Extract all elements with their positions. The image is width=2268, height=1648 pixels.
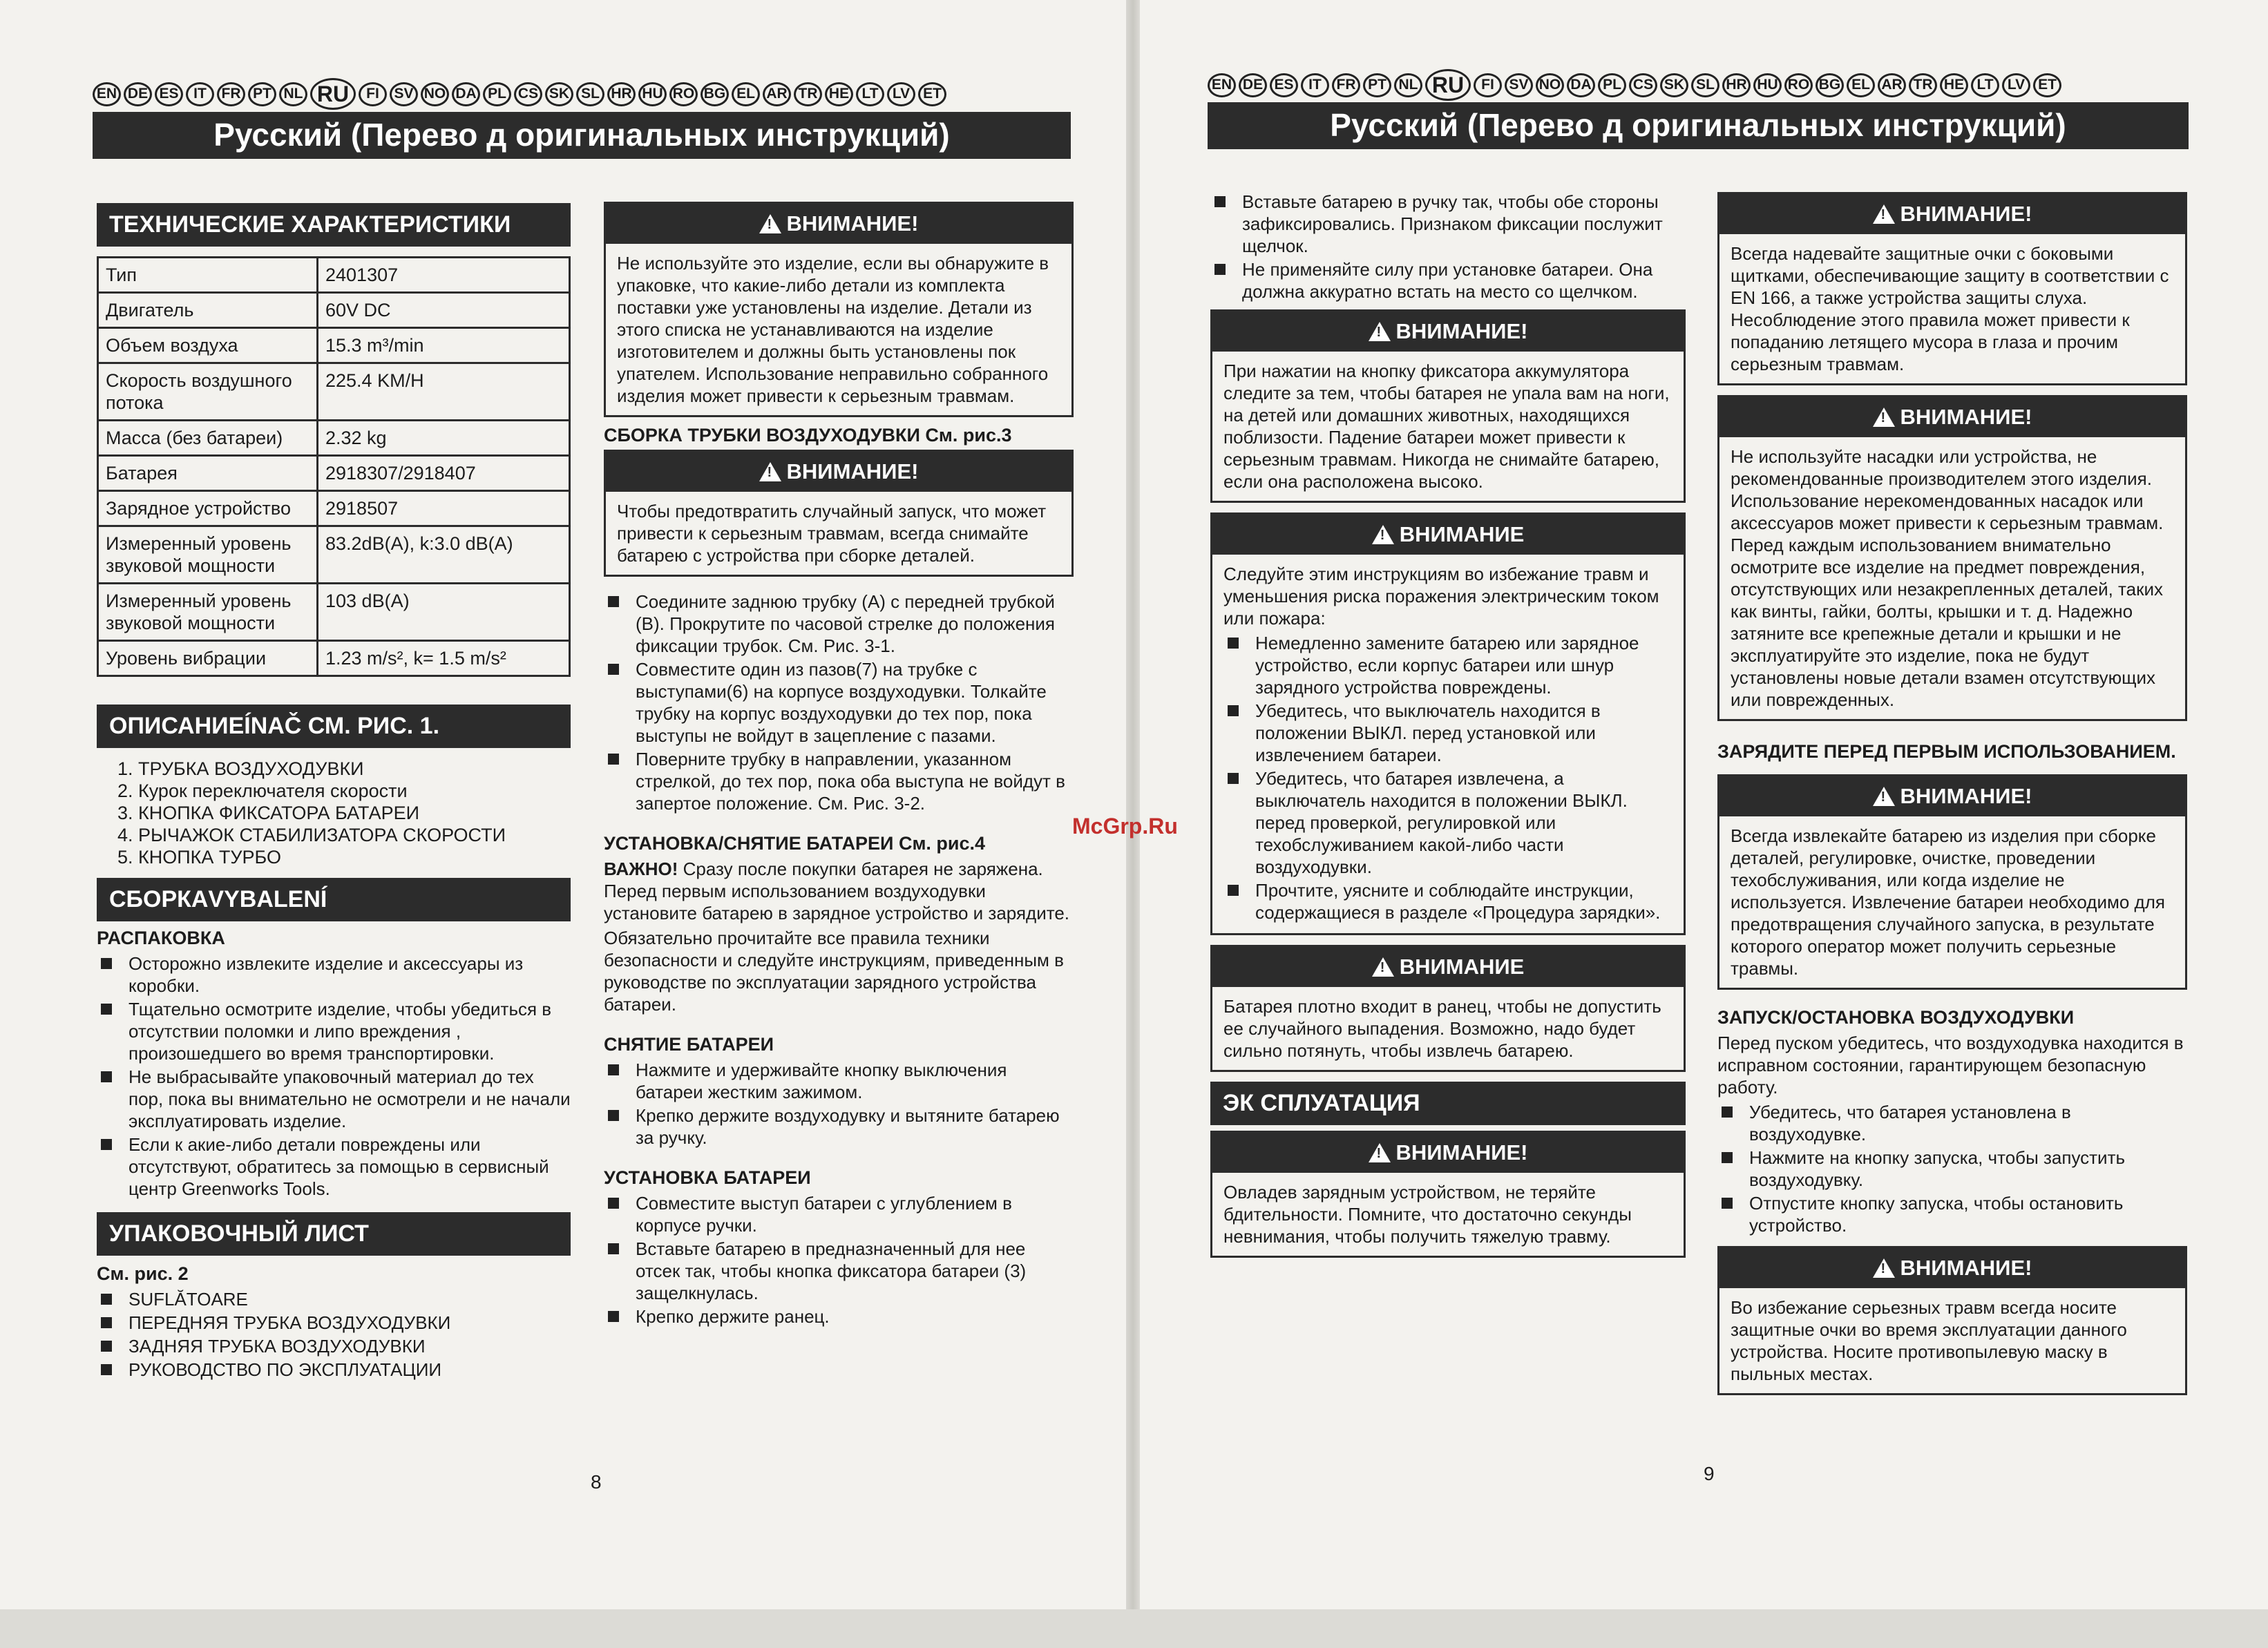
packing-item: ЗАДНЯЯ ТРУБКА ВОЗДУХОДУВКИ xyxy=(97,1335,571,1357)
language-badge-sv: SV xyxy=(1505,73,1533,97)
warning-text: Не используйте это изделие, если вы обнаружите в упаковке, что какие-либо детали из комплекта поставки уже установлены на изделие. Детали из этого списка не устанавливаются на изделие изготовителем и должны быть установлены пок упателем. Использование неправильно собранного изделия может привести к серьезным травмам. xyxy=(617,253,1049,406)
book-gutter xyxy=(1126,0,1140,1609)
language-badge-fr: FR xyxy=(1332,73,1360,97)
warning-text: Не используйте насадки или устройства, не рекомендованные производителем этого изделия. Использование нерекомендованных насадок или аксессуаров может привести к серьезным травмам. Перед каждым использованием внимательно осмотрите все изделие на предмет повреждения, отсутствующих или незакрепленных деталей, таких как винты, гайки, болты, крышки и т. д. Надежно затяните все крепежные детали и крышки и не эксплуатируйте это изделие, пока не будут установлены новые детали взамен отсутствующих или поврежденных. xyxy=(1731,446,2164,710)
packing-item: SUFLĂTOARE xyxy=(97,1288,571,1310)
warning-triangle-icon xyxy=(1372,957,1394,977)
operation-heading: ЭК СПЛУАТАЦИЯ xyxy=(1210,1082,1686,1125)
language-badge-el: EL xyxy=(1847,73,1875,97)
spec-value: 2918307/2918407 xyxy=(318,456,570,491)
language-badge-pt: PT xyxy=(248,82,276,106)
page-title-left: Русский (Перево д оригинальных инструкций) xyxy=(93,112,1071,159)
spec-key: Измеренный уровень звуковой мощности xyxy=(98,526,318,584)
assembly-heading: СБОРКАVYBALENÍ xyxy=(97,878,571,921)
description-item: 4. РЫЧАЖОК СТАБИЛИЗАТОРА СКОРОСТИ xyxy=(138,824,571,846)
language-badge-sk: SK xyxy=(545,82,573,106)
list-item: Соедините заднюю трубку (А) с передней трубкой (В). Прокрутите по часовой стрелке до положения фиксации трубок. См. Рис. 3-1. xyxy=(604,591,1074,657)
language-badge-lv: LV xyxy=(2002,73,2030,97)
spec-row xyxy=(98,258,570,293)
language-badge-it: IT xyxy=(186,82,214,106)
start-stop-heading: ЗАПУСК/ОСТАНОВКА ВОЗДУХОДУВКИ xyxy=(1717,1007,2075,1028)
language-badge-de: DE xyxy=(124,82,152,106)
spec-value: 2918507 xyxy=(318,491,570,526)
list-item: Не применяйте силу при установке батареи. Она должна аккуратно встать на место со щелчком. xyxy=(1210,258,1686,303)
warning-triangle-icon xyxy=(1369,322,1391,341)
spec-value: 15.3 m³/min xyxy=(318,328,570,363)
page-number-right: 9 xyxy=(1704,1463,1715,1484)
warning-text: Всегда надевайте защитные очки с боковыми щитками, обеспечивающие защиту в соответствии с EN 166, а также устройства защиты слуха. Несоблюдение этого правила может привести к попаданию летящего мусора в глаза и прочим серьезным травмам. xyxy=(1731,243,2169,374)
important-label: ВАЖНО! xyxy=(604,859,678,879)
description-item: 2. Курок переключателя скорости xyxy=(138,780,571,802)
language-badge-el: EL xyxy=(732,82,760,106)
description-item: 1. ТРУБКА ВОЗДУХОДУВКИ xyxy=(138,758,571,780)
warning-box-battery-drop xyxy=(1210,309,1686,503)
scan-background xyxy=(0,1609,2268,1648)
spec-row xyxy=(98,641,570,676)
language-badge-ro: RO xyxy=(1784,73,1813,97)
warning-box-remove-battery xyxy=(1717,774,2187,990)
packing-item: ПЕРЕДНЯЯ ТРУБКА ВОЗДУХОДУВКИ xyxy=(97,1312,571,1334)
warning-box-battery-fit xyxy=(1210,945,1686,1072)
packing-fig-ref: См. рис. 2 xyxy=(97,1263,189,1284)
language-badge-tr: TR xyxy=(1909,73,1937,97)
language-badge-no: NO xyxy=(421,82,449,106)
warning-triangle-icon xyxy=(759,214,781,233)
warning-title: ВНИМАНИЕ xyxy=(1399,955,1525,979)
spec-value: 2401307 xyxy=(318,258,570,293)
warning-box-assembled-parts xyxy=(604,202,1074,417)
important-text: Сразу после покупки батарея не заряжена. Перед первым использованием воздуходувки установите батарею в зарядное устройство и зарядите. xyxy=(604,859,1070,923)
spec-row xyxy=(98,421,570,456)
description-item: 3. КНОПКА ФИКСАТОРА БАТАРЕИ xyxy=(138,802,571,824)
battery-safety-text: Обязательно прочитайте все правила техники безопасности и следуйте инструкциям, приведенным в руководстве по эксплуатации зарядного устройства батареи. xyxy=(604,928,1064,1015)
description-item: 5. КНОПКА ТУРБО xyxy=(138,846,571,868)
language-badge-hu: HU xyxy=(638,82,667,106)
packing-item: РУКОВОДСТВО ПО ЭКСПЛУАТАЦИИ xyxy=(97,1359,571,1381)
language-badge-ro: RO xyxy=(669,82,698,106)
language-badge-es: ES xyxy=(155,82,183,106)
spec-value: 225.4 KM/H xyxy=(318,363,570,421)
language-strip-right xyxy=(1208,69,2061,101)
language-badge-he: HE xyxy=(825,82,853,106)
warning-triangle-icon xyxy=(1873,1258,1895,1278)
language-badge-et: ET xyxy=(918,82,946,106)
language-badge-ar: AR xyxy=(1878,73,1906,97)
right-column-2 xyxy=(1717,192,2187,1402)
language-badge-lt: LT xyxy=(856,82,884,106)
spec-value: 83.2dB(A), k:3.0 dB(A) xyxy=(318,526,570,584)
language-badge-pl: PL xyxy=(1598,73,1626,97)
left-column-1 xyxy=(97,203,571,1385)
warning-text: Чтобы предотвратить случайный запуск, что может привести к серьезным травмам, всегда снимайте батарею с устройства при сборке деталей. xyxy=(617,501,1047,566)
language-badge-nl: NL xyxy=(279,82,307,106)
language-badge-et: ET xyxy=(2033,73,2061,97)
language-badge-da: DA xyxy=(452,82,480,106)
warning-box-electric-shock xyxy=(1210,512,1686,935)
language-badge-it: IT xyxy=(1301,73,1329,97)
language-badge-sk: SK xyxy=(1660,73,1688,97)
tech-specs-heading: ТЕХНИЧЕСКИЕ ХАРАКТЕРИСТИКИ xyxy=(97,203,571,247)
warning-text: Овладев зарядным устройством, не теряйте бдительности. Помните, что достаточно секунды невнимания, чтобы получить тяжелую травму. xyxy=(1223,1182,1632,1247)
language-badge-fi: FI xyxy=(359,82,387,106)
warning-box-attachments xyxy=(1717,395,2187,721)
warning-title: ВНИМАНИЕ! xyxy=(1900,784,2032,808)
spec-row xyxy=(98,456,570,491)
start-stop-steps xyxy=(1717,1101,2187,1236)
warning-title: ВНИМАНИЕ xyxy=(1399,522,1525,546)
language-badge-en: EN xyxy=(93,82,121,106)
language-badge-hr: HR xyxy=(607,82,636,106)
spec-row xyxy=(98,526,570,584)
list-item: Убедитесь, что батарея извлечена, а выключатель находится в положении ВЫКЛ. перед проверкой, регулировкой или техобслуживанием какой-либо части воздуходувки. xyxy=(1223,767,1673,878)
spec-value: 103 dB(A) xyxy=(318,584,570,641)
list-item: Вставьте батарею в ручку так, чтобы обе стороны зафиксировались. Признаком фиксации послужит щелчок. xyxy=(1210,191,1686,257)
warning-triangle-icon xyxy=(1369,1143,1391,1162)
battery-install-heading: УСТАНОВКА/СНЯТИЕ БАТАРЕИ См. рис.4 xyxy=(604,833,986,854)
unpacking-heading: РАСПАКОВКА xyxy=(97,928,225,948)
language-badge-fr: FR xyxy=(217,82,245,106)
language-badge-fi: FI xyxy=(1474,73,1502,97)
description-list xyxy=(97,758,571,868)
spec-row xyxy=(98,584,570,641)
language-badge-nl: NL xyxy=(1394,73,1422,97)
warning-title: ВНИМАНИЕ! xyxy=(786,459,919,483)
list-item: Вставьте батарею в предназначенный для нее отсек так, чтобы кнопка фиксатора батареи (3) защелкнулась. xyxy=(604,1238,1074,1304)
spec-row xyxy=(98,328,570,363)
language-badge-hu: HU xyxy=(1753,73,1782,97)
warning-body xyxy=(1212,555,1684,933)
warning-box-accidental-start xyxy=(604,450,1074,577)
language-badge-cs: CS xyxy=(1629,73,1657,97)
unpacking-list xyxy=(97,952,571,1200)
language-badge-sl: SL xyxy=(576,82,604,106)
list-item: Прочтите, уясните и соблюдайте инструкции, содержащиеся в разделе «Процедура зарядки». xyxy=(1223,879,1673,923)
spec-value: 60V DC xyxy=(318,293,570,328)
spec-row xyxy=(98,293,570,328)
warning-triangle-icon xyxy=(1372,525,1394,544)
warning-text: Батарея плотно входит в ранец, чтобы не допустить ее случайного выпадения. Возможно, надо будет сильно потянуть, чтобы извлечь батарею. xyxy=(1223,996,1661,1061)
battery-removal-steps xyxy=(604,1059,1074,1149)
warning-triangle-icon xyxy=(1873,408,1895,427)
list-item: Совместите один из пазов(7) на трубке с выступами(6) на корпусе воздуходувки. Толкайте трубку на корпус воздуходувки до тех пор, пока выступы не войдут в зацепление с пазами. xyxy=(604,658,1074,747)
list-item: Совместите выступ батареи с углублением в корпусе ручки. xyxy=(604,1192,1074,1236)
charge-first-heading: ЗАРЯДИТЕ ПЕРЕД ПЕРВЫМ ИСПОЛЬЗОВАНИЕМ. xyxy=(1717,741,2176,762)
language-badge-sl: SL xyxy=(1691,73,1719,97)
warning-text: Всегда извлекайте батарею из изделия при сборке деталей, регулировке, очистке, проведении техобслуживания, или когда изделие не используется. Извлечение батареи необходимо для предотвращения случайного запуска, в результате которого оператор может получить серьезные травмы. xyxy=(1731,825,2165,979)
list-item: Отпустите кнопку запуска, чтобы остановить устройство. xyxy=(1717,1192,2187,1236)
warning-title: ВНИМАНИЕ! xyxy=(1395,319,1528,343)
language-badge-da: DA xyxy=(1567,73,1595,97)
left-column-2 xyxy=(604,202,1074,1332)
spec-key: Батарея xyxy=(98,456,318,491)
language-strip-left xyxy=(93,78,946,110)
spec-key: Зарядное устройство xyxy=(98,491,318,526)
list-item: Поверните трубку в направлении, указанном стрелкой, до тех пор, пока оба выступа не войдут в запертое положение. См. Рис. 3-2. xyxy=(604,748,1074,814)
spec-row xyxy=(98,491,570,526)
warning-title: ВНИМАНИЕ! xyxy=(786,211,919,236)
list-item: Не выбрасывайте упаковочный материал до тех пор, пока вы внимательно не осмотрели и не начали эксплуатировать изделие. xyxy=(97,1066,571,1132)
list-item: Немедленно замените батарею или зарядное устройство, если корпус батареи или шнур зарядного устройства повреждены. xyxy=(1223,632,1673,698)
spec-key: Масса (без батареи) xyxy=(98,421,318,456)
important-note xyxy=(604,858,1074,924)
warning-triangle-icon xyxy=(1873,787,1895,806)
spec-key: Объем воздуха xyxy=(98,328,318,363)
description-heading: ОПИСАНИЕÍNAČ СМ. РИС. 1. xyxy=(97,705,571,748)
spec-key: Двигатель xyxy=(98,293,318,328)
spec-key: Тип xyxy=(98,258,318,293)
list-item: Осторожно извлеките изделие и аксессуары из коробки. xyxy=(97,952,571,997)
warning-text: Во избежание серьезных травм всегда носите защитные очки во время эксплуатации данного устройства. Носите противопылевую маску в пыльных местах. xyxy=(1731,1297,2127,1384)
spec-value: 2.32 kg xyxy=(318,421,570,456)
battery-insert-steps xyxy=(1210,191,1686,303)
warning-title: ВНИМАНИЕ! xyxy=(1900,405,2032,429)
language-badge-es: ES xyxy=(1270,73,1298,97)
language-badge-no: NO xyxy=(1536,73,1564,97)
warning-title: ВНИМАНИЕ! xyxy=(1900,202,2032,226)
right-column-1 xyxy=(1210,191,1686,1265)
language-badge-de: DE xyxy=(1239,73,1267,97)
spec-key: Скорость воздушного потока xyxy=(98,363,318,421)
language-badge-tr: TR xyxy=(794,82,822,106)
language-badge-hr: HR xyxy=(1722,73,1751,97)
list-item: Если к акие-либо детали повреждены или отсутствуют, обратитесь за помощью в сервисный центр Greenworks Tools. xyxy=(97,1133,571,1200)
warning-triangle-icon xyxy=(759,462,781,481)
warning-box-eye-protection xyxy=(1717,192,2187,385)
page-title-right: Русский (Перево д оригинальных инструкций) xyxy=(1208,102,2189,149)
spec-key: Уровень вибрации xyxy=(98,641,318,676)
spec-row xyxy=(98,363,570,421)
language-badge-pl: PL xyxy=(483,82,511,106)
warning-box-attention xyxy=(1210,1131,1686,1258)
list-item: Убедитесь, что выключатель находится в положении ВЫКЛ. перед установкой или извлечением батареи. xyxy=(1223,700,1673,766)
language-badge-ar: AR xyxy=(763,82,791,106)
language-badge-sv: SV xyxy=(390,82,418,106)
warning-list xyxy=(1223,632,1673,923)
language-badge-ru: RU xyxy=(310,78,356,110)
language-badge-lt: LT xyxy=(1971,73,1999,97)
warning-triangle-icon xyxy=(1873,204,1895,224)
warning-text: При нажатии на кнопку фиксатора аккумулятора следите за тем, чтобы батарея не упала вам на ноги, на детей или домашних животных, находящихся поблизости. Падение батареи может привести к серьезным травмам. Никогда не снимайте батарею, если она расположена высоко. xyxy=(1223,361,1670,492)
language-badge-bg: BG xyxy=(701,82,729,106)
language-badge-bg: BG xyxy=(1816,73,1844,97)
packing-list xyxy=(97,1288,571,1381)
list-item: Убедитесь, что батарея установлена в воздуходувке. xyxy=(1717,1101,2187,1145)
tube-assembly-steps xyxy=(604,591,1074,814)
warning-title: ВНИМАНИЕ! xyxy=(1900,1256,2032,1280)
spec-key: Измеренный уровень звуковой мощности xyxy=(98,584,318,641)
watermark: McGrp.Ru xyxy=(1072,814,1178,839)
list-item: Крепко держите ранец. xyxy=(604,1305,1074,1328)
language-badge-cs: CS xyxy=(514,82,542,106)
warning-title: ВНИМАНИЕ! xyxy=(1395,1140,1528,1165)
battery-removal-heading: СНЯТИЕ БАТАРЕИ xyxy=(604,1034,774,1055)
warning-box-safety-glasses xyxy=(1717,1246,2187,1395)
warning-intro: Следуйте этим инструкциям во избежание травм и уменьшения риска поражения электрическим током или пожара: xyxy=(1223,564,1659,629)
battery-install-subheading: УСТАНОВКА БАТАРЕИ xyxy=(604,1167,811,1188)
page-number-left: 8 xyxy=(591,1471,602,1493)
start-stop-intro: Перед пуском убедитесь, что воздуходувка находится в исправном состоянии, гарантирующем безопасную работу. xyxy=(1717,1033,2184,1098)
battery-install-steps xyxy=(604,1192,1074,1328)
language-badge-en: EN xyxy=(1208,73,1236,97)
language-badge-ru: RU xyxy=(1425,69,1471,101)
language-badge-he: HE xyxy=(1940,73,1968,97)
language-badge-lv: LV xyxy=(887,82,915,106)
list-item: Крепко держите воздуходувку и вытяните батарею за ручку. xyxy=(604,1104,1074,1149)
tube-assembly-heading: СБОРКА ТРУБКИ ВОЗДУХОДУВКИ См. рис.3 xyxy=(604,425,1012,445)
language-badge-pt: PT xyxy=(1363,73,1391,97)
list-item: Тщательно осмотрите изделие, чтобы убедиться в отсутствии поломки и липо вреждения , произошедшего во время транспортировки. xyxy=(97,998,571,1064)
tech-specs-table xyxy=(97,256,571,677)
spec-value: 1.23 m/s², k= 1.5 m/s² xyxy=(318,641,570,676)
list-item: Нажмите и удерживайте кнопку выключения батареи жестким зажимом. xyxy=(604,1059,1074,1103)
list-item: Нажмите на кнопку запуска, чтобы запустить воздуходувку. xyxy=(1717,1147,2187,1191)
packing-list-heading: УПАКОВОЧНЫЙ ЛИСТ xyxy=(97,1212,571,1256)
